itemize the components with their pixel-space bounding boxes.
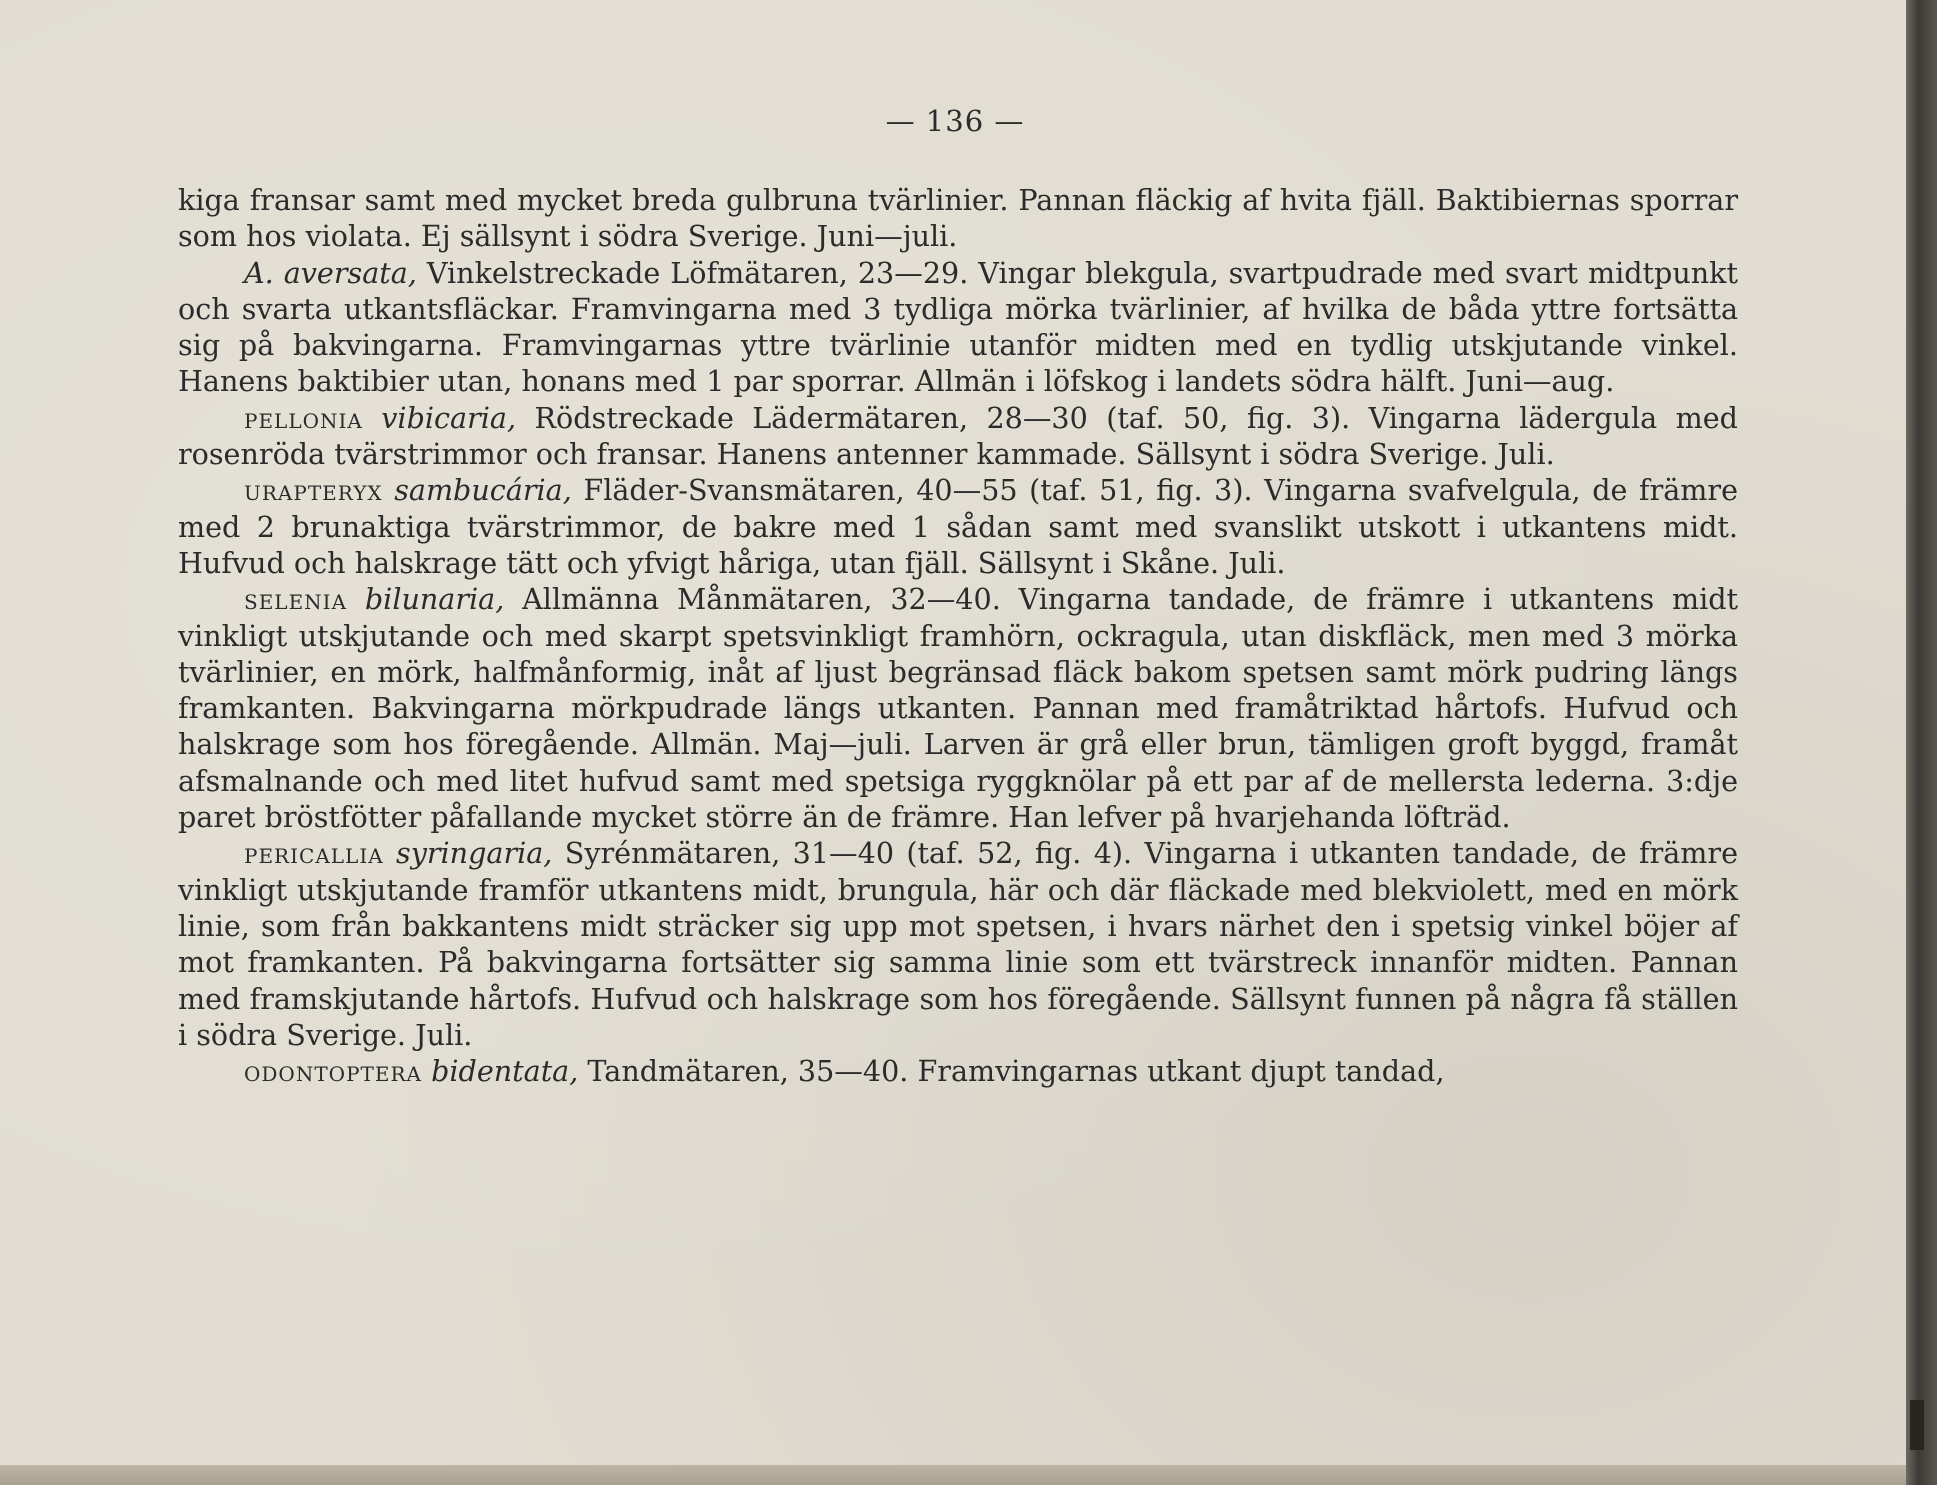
- paragraph-pellonia: [178, 400, 1738, 473]
- species-name: bilunaria,: [364, 582, 505, 617]
- paragraph-pericallia: [178, 835, 1738, 1053]
- species-name: vibicaria,: [381, 400, 517, 435]
- paragraph-text: Syrénmätaren, 31—40 (taf. 52, fig. 4). Vingarna i utkanten tandade, de främre vinkligt utskjutande framför utkantens midt, brungula, här och där fläckade med blekviolett, med en mörk linie, som från bakkantens midt sträcker sig upp mot spetsen, i hvars närhet den i spetsig vinkel böjer af mot framkanten. På bakvingarna fortsätter sig samma linie som ett tvärstreck innanför midten. Pannan med framskjutande hårtofs. Hufvud och halskrage som hos föregående. Sällsynt funnen på några få ställen i södra Sverige. Juli.: [178, 836, 1738, 1052]
- paragraph-urapteryx: [178, 472, 1738, 581]
- genus-name: pericallia: [244, 836, 384, 871]
- paragraph-selenia: [178, 581, 1738, 835]
- page-text: [178, 182, 1738, 1089]
- genus-abbrev: A.: [244, 255, 274, 290]
- species-name: aversata,: [283, 255, 417, 290]
- page-number: — 136 —: [885, 104, 1025, 138]
- book-spine-shadow: [1906, 0, 1937, 1485]
- paragraph-text: Fläder-Svansmätaren, 40—55 (taf. 51, fig. 3). Vingarna svafvelgula, de främre med 2 brunaktiga tvärstrimmor, de bakre med 1 sådan samt med svanslikt utskott i utkantens midt. Hufvud och halskrage tätt och yfvigt håriga, utan fjäll. Sällsynt i Skåne. Juli.: [178, 473, 1738, 580]
- genus-name: selenia: [244, 582, 348, 617]
- paragraph-text: Allmänna Månmätaren, 32—40. Vingarna tandade, de främre i utkantens midt vinkligt utskjutande och med skarpt spetsvinkligt framhörn, ockragula, utan diskfläck, men med 3 mörka tvärlinier, en mörk, halfmånformig, inåt af ljust begränsad fläck bakom spetsen samt mörk pudring längs framkanten. Bakvingarna mörkpudrade längs utkanten. Pannan med framåtriktad hårtofs. Hufvud och halskrage som hos föregående. Allmän. Maj—juli. Larven är grå eller brun, tämligen groft byggd, framåt afsmalnande och med litet hufvud samt med spetsiga ryggknölar på ett par af de mellersta lederna. 3:dje paret bröstfötter påfallande mycket större än de främre. Han lefver på hvarjehanda löfträd.: [178, 582, 1739, 835]
- paragraph-text: Tandmätaren, 35—40. Framvingarnas utkant djupt tandad,: [587, 1054, 1445, 1089]
- genus-name: odontoptera: [244, 1054, 422, 1089]
- genus-name: urapteryx: [244, 473, 383, 508]
- page-bottom-edge: [0, 1465, 1906, 1485]
- species-name: bidentata,: [431, 1054, 579, 1089]
- paragraph-text: Rödstreckade Lädermätaren, 28—30 (taf. 50, fig. 3). Vingarna lädergula med rosenröda tvärstrimmor och fransar. Hanens antenner kammade. Sällsynt i södra Sverige. Juli.: [178, 400, 1738, 472]
- paragraph-continuation: [178, 182, 1738, 255]
- paragraph-text: Vinkelstreckade Löfmätaren, 23—29. Vingar blekgula, svartpudrade med svart midtpunkt och svarta utkantsfläckar. Framvingarna med 3 tydliga mörka tvärlinier, af hvilka de båda yttre fortsätta sig på bakvingarna. Framvingarnas yttre tvärlinie utanför midten med en tydlig utskjutande vinkel. Hanens baktibier utan, honans med 1 par sporrar. Allmän i löfskog i landets södra hälft. Juni—aug.: [178, 255, 1738, 399]
- genus-name: pellonia: [244, 400, 363, 435]
- species-name: syringaria,: [396, 836, 553, 871]
- paragraph-aversata: [178, 255, 1738, 400]
- spine-mark: [1910, 1400, 1924, 1450]
- paragraph-odontoptera: [178, 1053, 1738, 1089]
- species-name: sambucária,: [394, 473, 572, 508]
- paragraph-text: kiga fransar samt med mycket breda gulbruna tvärlinier. Pannan fläckig af hvita fjäll. Baktibiernas sporrar som hos violata. Ej sällsynt i södra Sverige. Juni—juli.: [178, 183, 1738, 254]
